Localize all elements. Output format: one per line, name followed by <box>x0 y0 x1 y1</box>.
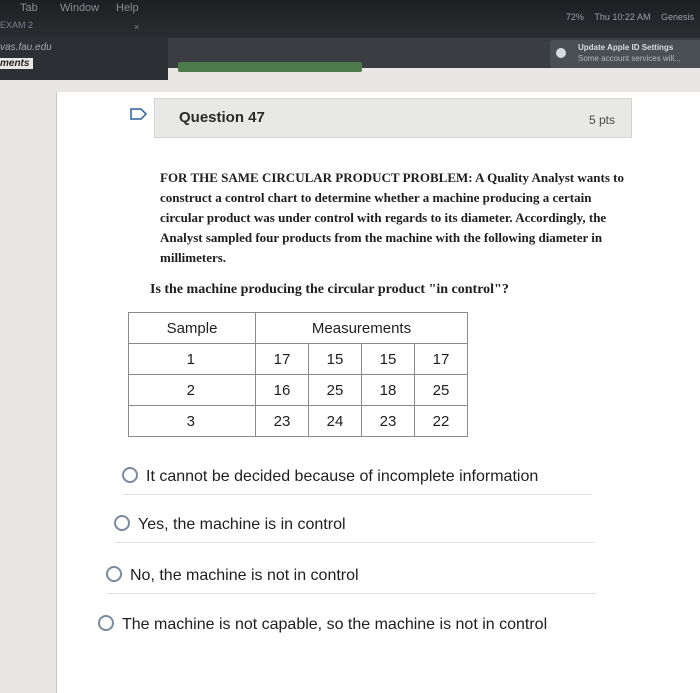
question-text: FOR THE SAME CIRCULAR PRODUCT PROBLEM: A Quality Analyst wants to construct a control chart to determine whether a machine producing a certain circular product was under control with regards to its diameter. Accordingly, the Analyst sampled four products from the machine with the following diameter in millimeters. <box>160 170 624 265</box>
measurement-cell: 16 <box>256 375 309 406</box>
measurement-cell: 23 <box>362 406 415 437</box>
question-title: Question 47 <box>179 109 265 126</box>
user-menu[interactable]: Genesis <box>660 12 694 22</box>
close-tab-icon[interactable]: × <box>134 22 140 32</box>
notification-title: Update Apple ID Settings <box>578 43 674 52</box>
answer-option-2[interactable] <box>114 512 594 543</box>
progress-bar <box>178 62 362 72</box>
measurement-cell: 18 <box>362 375 415 406</box>
answer-option-4[interactable] <box>98 612 618 642</box>
answer-label: Yes, the machine is in control <box>138 516 346 533</box>
browser-toolbar <box>0 38 168 80</box>
answer-label: The machine is not capable, so the machine is not in control <box>122 616 548 633</box>
measurement-cell: 15 <box>309 344 362 375</box>
menu-bar <box>0 0 700 38</box>
sample-id: 2 <box>129 375 256 406</box>
measurement-cell: 15 <box>362 344 415 375</box>
clock[interactable]: Thu 10:22 AM <box>594 12 651 22</box>
radio-button[interactable] <box>122 467 138 483</box>
apple-icon <box>556 48 566 58</box>
menu-window[interactable]: Window <box>60 2 100 14</box>
radio-button[interactable] <box>98 615 114 631</box>
measurement-cell: 25 <box>415 375 468 406</box>
radio-button[interactable] <box>106 566 122 582</box>
table-row <box>129 406 468 437</box>
measurements-table <box>128 312 468 437</box>
measurement-cell: 17 <box>415 344 468 375</box>
question-prompt: Is the machine producing the circular product "in control"? <box>150 282 509 297</box>
address-bar[interactable]: vas.fau.edu <box>0 42 52 53</box>
browser-tab-title[interactable]: EXAM 2 <box>0 20 34 30</box>
notification-subtitle: Some account services will... <box>578 54 681 63</box>
status-area <box>558 12 694 22</box>
flag-question-icon[interactable] <box>130 108 148 120</box>
sample-id: 3 <box>129 406 256 437</box>
sample-id: 1 <box>129 344 256 375</box>
answer-label: It cannot be decided because of incomplete information <box>146 468 539 485</box>
table-row <box>129 344 468 375</box>
measurement-cell: 24 <box>309 406 362 437</box>
measurement-cell: 25 <box>309 375 362 406</box>
answer-option-3[interactable] <box>106 563 596 594</box>
header-sample: Sample <box>129 313 256 344</box>
menu-tab[interactable]: Tab <box>20 2 38 14</box>
radio-button[interactable] <box>114 515 130 531</box>
measurement-cell: 17 <box>256 344 309 375</box>
measurement-cell: 22 <box>415 406 468 437</box>
header-measurements: Measurements <box>256 313 468 344</box>
question-points: 5 pts <box>588 113 615 127</box>
menu-help[interactable]: Help <box>116 2 139 14</box>
measurement-cell: 23 <box>256 406 309 437</box>
answer-label: No, the machine is not in control <box>130 567 359 584</box>
notification-banner[interactable] <box>550 40 700 68</box>
breadcrumb[interactable]: ments <box>0 58 33 69</box>
question-header <box>154 98 632 138</box>
battery-status[interactable]: 72% <box>565 12 584 22</box>
answer-option-1[interactable] <box>122 464 592 495</box>
table-row <box>129 375 468 406</box>
